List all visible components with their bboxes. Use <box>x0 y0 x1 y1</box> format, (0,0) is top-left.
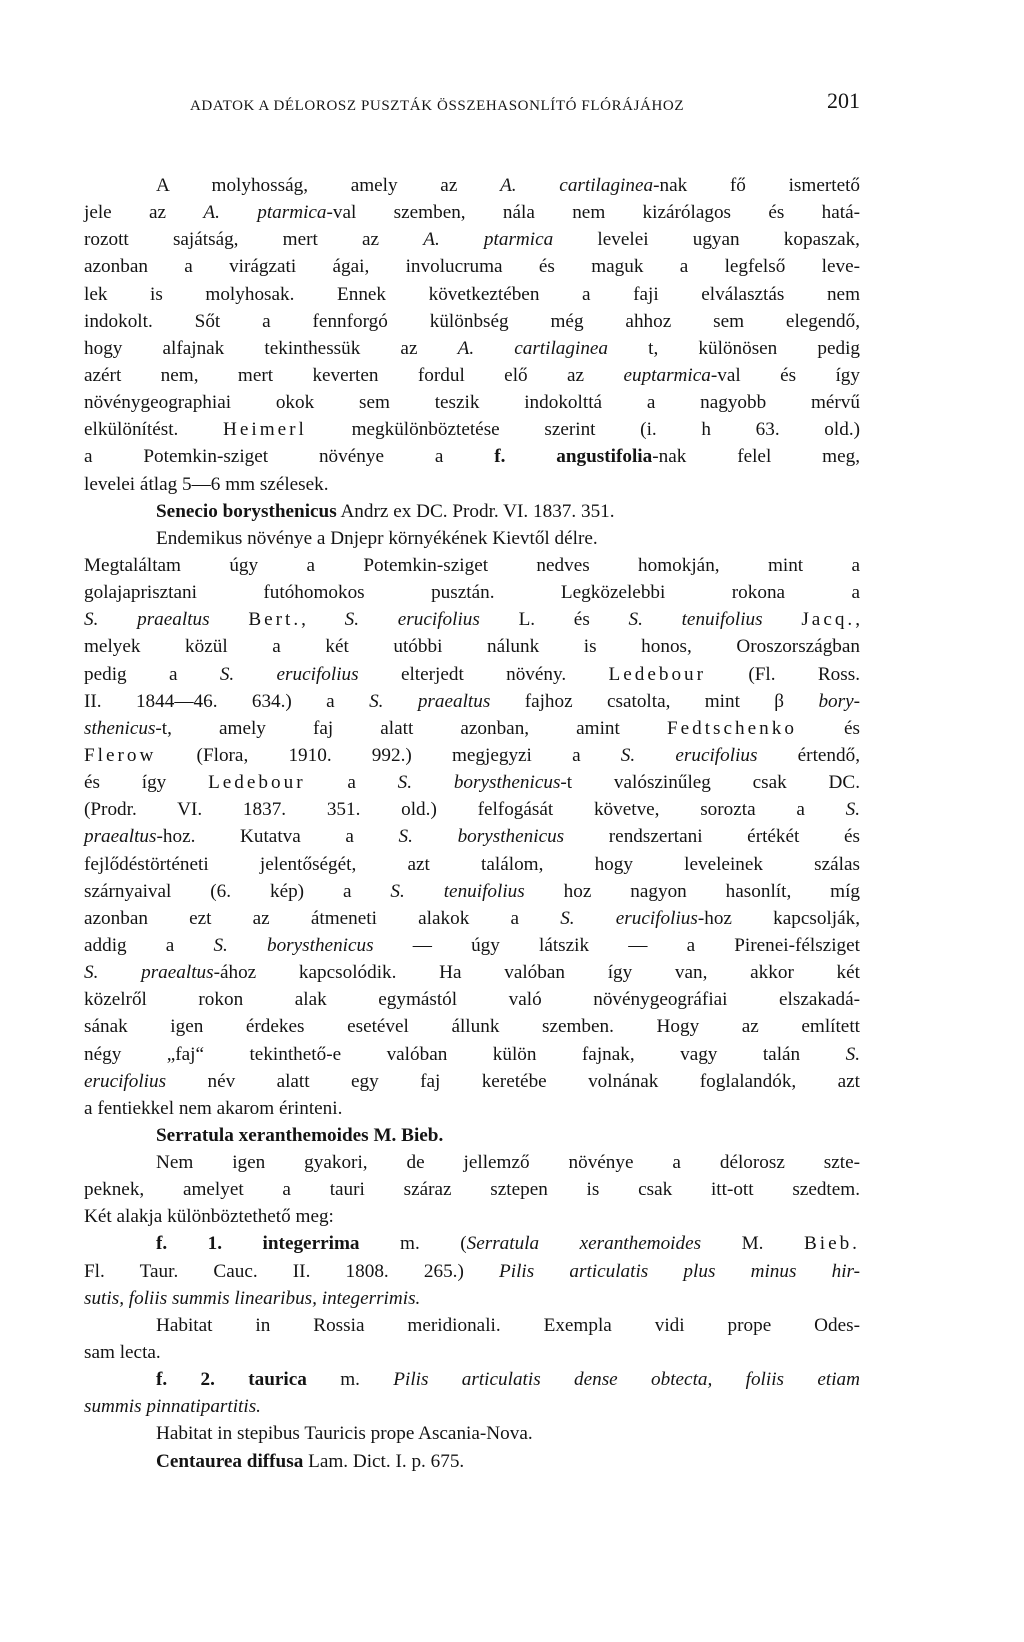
text-line <box>84 1448 860 1475</box>
text-segment: Megtaláltam úgy a Potemkin-sziget nedves homokján, mint a <box>84 554 860 576</box>
text-segment: Ledebour <box>208 772 306 794</box>
text-segment: S. tenuifolius <box>390 880 525 902</box>
text-line <box>84 525 860 552</box>
text-segment: S. erucifolius <box>219 663 359 685</box>
text-segment: golajaprisztani futóhomokos pusztán. Legközelebbi rokona a <box>84 582 860 604</box>
text-line <box>84 552 860 579</box>
text-segment: addig a <box>84 934 214 956</box>
text-line <box>84 986 860 1013</box>
text-segment: közelről rokon alak egymástól való növénygeográfiai elszakadá- <box>84 989 860 1011</box>
text-segment: Jacq. <box>801 609 856 631</box>
text-line <box>84 905 860 932</box>
text-segment: S. borysthenicus <box>398 826 565 848</box>
text-segment: Flerow <box>84 744 157 766</box>
text-segment: szárnyaival (6. kép) a <box>84 880 391 902</box>
text-segment: fajhoz csatolta, mint β <box>490 690 819 712</box>
text-segment: II. 1844—46. 634.) a <box>84 690 370 712</box>
text-segment: S. praealtus <box>84 609 210 631</box>
text-segment: f. 2. taurica <box>156 1369 307 1391</box>
text-segment: értendő, <box>757 744 860 766</box>
text-segment <box>210 609 249 630</box>
text-segment: a Potemkin-sziget növénye a <box>84 446 495 468</box>
text-line <box>84 715 860 742</box>
text-line <box>84 1095 860 1122</box>
text-line <box>84 1285 860 1312</box>
text-line <box>84 281 860 308</box>
text-segment: S. erucifolius <box>344 609 480 631</box>
text-line <box>84 661 860 688</box>
text-segment: azonban ezt az átmeneti alakok a <box>84 907 561 929</box>
text-segment <box>763 609 802 630</box>
text-line <box>84 579 860 606</box>
text-line <box>84 253 860 280</box>
text-segment: Nem igen gyakori, de jellemző növénye a délorosz szte- <box>156 1152 860 1174</box>
text-segment: -ához kapcsolódik. Ha valóban így van, akkor két <box>213 962 860 984</box>
text-line <box>84 1230 860 1257</box>
text-segment: -hoz kapcsolják, <box>697 907 860 929</box>
text-segment: elterjedt növény. <box>358 663 609 685</box>
text-line <box>84 172 860 199</box>
text-segment: Bieb. <box>803 1233 860 1255</box>
text-segment: -t valószinűleg csak DC. <box>560 772 860 794</box>
text-segment: levelei átlag 5—6 mm szélesek. <box>84 473 329 495</box>
text-segment: f. angustifolia <box>494 446 653 468</box>
running-title: ADATOK A DÉLOROSZ PUSZTÁK ÖSSZEHASONLÍTÓ FLÓRÁJÁHOZ <box>190 98 685 114</box>
text-segment: hoz nagyon hasonlít, míg <box>524 880 861 902</box>
text-line <box>84 1393 860 1420</box>
text-segment: Bert. <box>248 609 302 631</box>
text-line <box>84 851 860 878</box>
text-line <box>84 1013 860 1040</box>
text-segment: -val és így <box>710 364 860 386</box>
text-line <box>84 959 860 986</box>
text-segment: A. ptarmica <box>203 202 327 224</box>
text-segment: pedig a <box>84 663 220 685</box>
text-segment: peknek, amelyet a tauri száraz sztepen is csak itt-ott szedtem. <box>84 1179 860 1201</box>
text-line <box>84 1176 860 1203</box>
text-segment: rozott sajátság, mert az <box>84 229 424 251</box>
text-line <box>84 742 860 769</box>
text-segment: Két alakja különböztethető meg: <box>84 1206 334 1228</box>
text-segment: rendszertani értékét és <box>564 826 860 848</box>
text-segment: L. és <box>479 609 629 631</box>
text-segment: praealtus <box>84 826 157 848</box>
text-segment: t, különösen pedig <box>608 337 861 359</box>
text-segment: S. tenuifolius <box>628 609 763 631</box>
text-segment: Pilis articulatis plus minus hir- <box>499 1260 860 1282</box>
text-segment: Habitat in Rossia meridionali. Exempla vidi prope Odes- <box>156 1314 860 1336</box>
text-segment: f. 1. integerrima <box>156 1233 360 1255</box>
text-segment: azért nem, mert keverten fordul elő az <box>84 364 624 386</box>
text-line <box>84 389 860 416</box>
text-line <box>84 199 860 226</box>
text-segment: — úgy látszik — a Pirenei-félsziget <box>373 934 860 956</box>
text-segment: A. cartilaginea <box>457 337 609 359</box>
text-line <box>84 796 860 823</box>
text-segment: Fl. Taur. Cauc. II. 1808. 265.) <box>84 1260 500 1282</box>
text-segment: , <box>301 609 345 631</box>
text-segment: indokolt. Sőt a fennforgó különbség még ahhoz sem elegendő, <box>84 310 860 332</box>
text-line <box>84 498 860 525</box>
text-segment: sthenicus <box>84 717 156 739</box>
text-line <box>84 1149 860 1176</box>
text-segment: növénygeographiai okok sem teszik indokolttá a nagyobb mérvű <box>84 392 860 414</box>
text-line <box>84 1339 860 1366</box>
text-segment: Fedtschenko <box>666 717 797 739</box>
text-segment: levelei ugyan kopaszak, <box>553 229 860 251</box>
text-segment: -hoz. Kutatva a <box>156 826 399 848</box>
text-line <box>84 1122 860 1149</box>
text-segment: megkülönböztetése szerint (i. h 63. old.) <box>306 419 861 441</box>
text-line <box>84 443 860 470</box>
text-segment: -nak felel meg, <box>652 446 860 468</box>
text-segment: euptarmica <box>623 364 711 386</box>
text-line <box>84 1312 860 1339</box>
page-number: 201 <box>827 88 860 113</box>
text-segment: S. erucifolius <box>620 744 758 766</box>
text-segment: és <box>796 717 860 739</box>
text-segment: (Flora, 1910. 992.) megjegyzi a <box>156 744 621 766</box>
text-segment: , <box>855 609 861 631</box>
text-line <box>84 823 860 850</box>
text-line <box>84 1041 860 1068</box>
text-segment: jele az <box>84 202 204 224</box>
text-line <box>84 1203 860 1230</box>
text-segment: Pilis articulatis dense obtecta, foliis etiam <box>393 1369 860 1391</box>
text-segment: S. erucifolius <box>560 907 698 929</box>
text-segment: A. ptarmica <box>423 229 554 251</box>
text-line <box>84 308 860 335</box>
text-segment: melyek közül a két utóbbi nálunk is honos, Oroszországban <box>84 636 860 658</box>
text-line <box>84 471 860 498</box>
text-line <box>84 878 860 905</box>
text-segment: M. <box>701 1233 804 1255</box>
text-line <box>84 932 860 959</box>
text-segment: -val szemben, nála nem kizárólagos és hatá- <box>326 202 860 224</box>
text-line <box>84 1366 860 1393</box>
text-segment: Serratula xeranthemoides <box>466 1233 702 1255</box>
text-segment: Serratula xeranthemoides <box>156 1124 369 1146</box>
text-segment: -t, amely faj alatt azonban, amint <box>155 717 667 739</box>
text-line <box>84 633 860 660</box>
text-segment: a fentiekkel nem akarom érinteni. <box>84 1097 343 1119</box>
text-segment: m. <box>306 1369 394 1391</box>
text-segment: a <box>305 772 398 794</box>
text-segment: bory- <box>818 690 860 712</box>
text-segment: S. praealtus <box>84 962 214 984</box>
text-segment: sam lecta. <box>84 1342 161 1364</box>
text-segment: erucifolius <box>84 1070 167 1092</box>
text-segment: Andrz ex DC. Prodr. VI. 1837. 351. <box>336 500 615 522</box>
text-segment: és így <box>84 772 209 794</box>
text-line <box>84 362 860 389</box>
text-segment: m. ( <box>359 1233 467 1255</box>
text-segment: azonban a virágzati ágai, involucruma és maguk a legfelső leve- <box>84 256 860 278</box>
text-segment: S. borysthenicus <box>213 934 374 956</box>
text-segment: sának igen érdekes esetével állunk szemben. Hogy az említett <box>84 1016 860 1038</box>
text-line <box>84 606 860 633</box>
text-segment: Habitat in stepibus Tauricis prope Ascania-Nova. <box>156 1423 533 1445</box>
text-line <box>84 769 860 796</box>
text-line <box>84 335 860 362</box>
text-segment: Ledebour <box>608 663 707 685</box>
text-segment: -nak fő ismertető <box>653 175 861 196</box>
text-segment: hogy alfajnak tekinthessük az <box>84 337 458 359</box>
text-segment: Heimerl <box>223 419 307 441</box>
text-segment: summis pinnatipartitis. <box>84 1396 261 1418</box>
text-segment: S. <box>845 1043 860 1065</box>
text-segment: M. Bieb. <box>368 1124 444 1146</box>
text-segment: S. borysthenicus <box>397 772 561 794</box>
text-line <box>84 226 860 253</box>
text-segment: lek is molyhosak. Ennek következtében a faji elválasztás nem <box>84 283 860 305</box>
text-segment: fejlődéstörténeti jelentőségét, azt találom, hogy leveleinek szálas <box>84 853 860 875</box>
text-segment: A. cartilaginea <box>500 175 654 196</box>
text-segment: S. praealtus <box>369 690 491 712</box>
text-segment: (Prodr. VI. 1837. 351. old.) felfogását követve, sorozta a <box>84 799 846 821</box>
text-segment: Endemikus növénye a Dnjepr környékének Kievtől délre. <box>156 527 598 549</box>
text-segment: név alatt egy faj keretébe volnának foglalandók, azt <box>166 1070 860 1092</box>
text-line <box>84 416 860 443</box>
text-segment: négy „faj“ tekinthető-e valóban külön fajnak, vagy talán <box>84 1043 846 1065</box>
text-segment: (Fl. Ross. <box>706 663 860 685</box>
text-line <box>84 1068 860 1095</box>
text-segment: Lam. Dict. I. p. 675. <box>303 1450 465 1472</box>
text-line <box>84 688 860 715</box>
text-segment: elkülönítést. <box>84 419 224 441</box>
text-segment: S. <box>845 799 860 821</box>
text-segment: Centaurea diffusa <box>156 1450 304 1472</box>
text-segment: Senecio borysthenicus <box>156 500 337 522</box>
text-line <box>84 1420 860 1447</box>
text-segment: sutis, foliis summis linearibus, integerrimis. <box>84 1287 421 1309</box>
text-line <box>84 1258 860 1285</box>
page <box>84 88 860 1475</box>
text-segment: A molyhosság, amely az <box>156 175 501 196</box>
body-text <box>84 172 860 1475</box>
running-header <box>84 88 860 128</box>
